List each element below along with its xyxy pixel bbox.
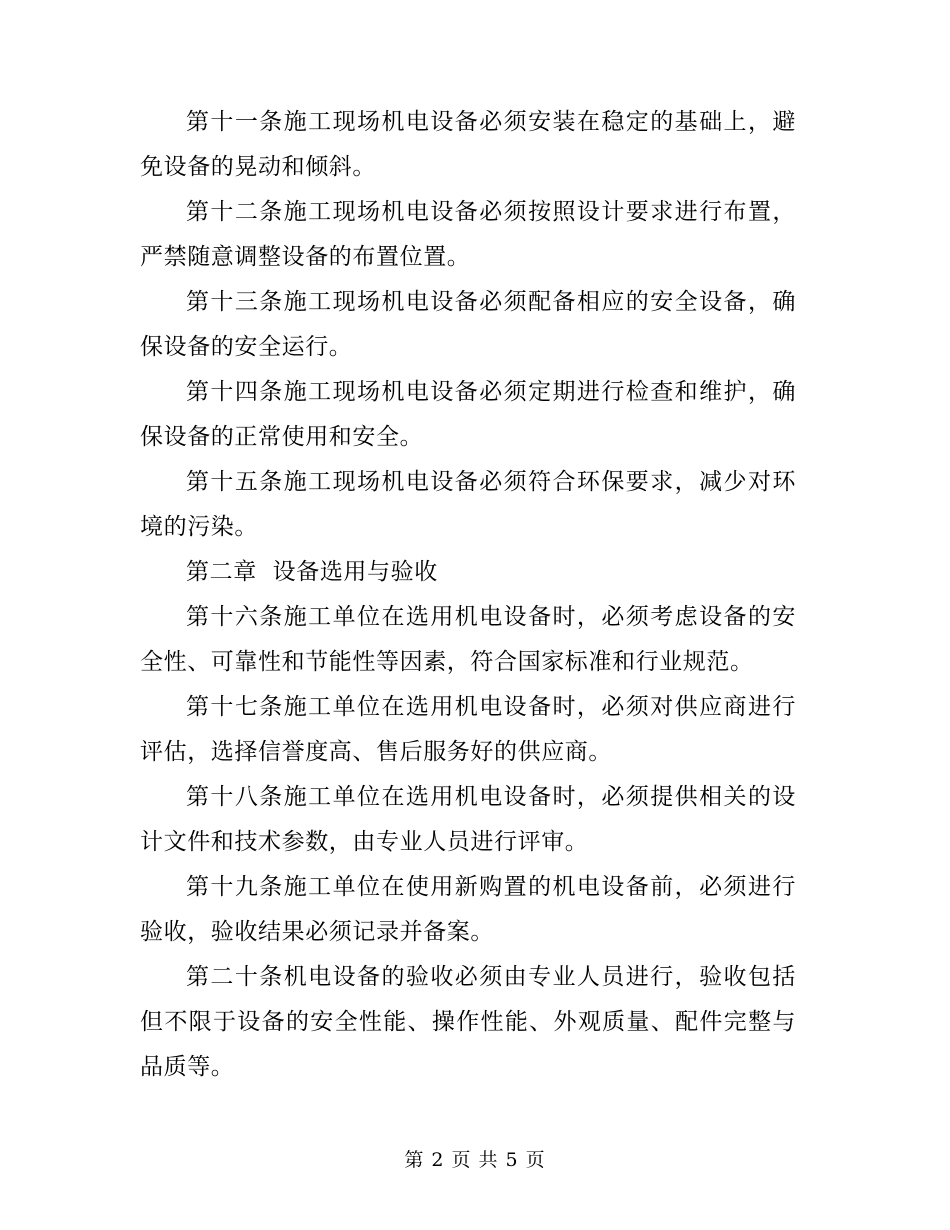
article-16: 第十六条施工单位在选用机电设备时，必须考虑设备的安全性、可靠性和节能性等因素，符合国家标准和行业规范。 xyxy=(140,604,796,675)
article-17: 第十七条施工单位在选用机电设备时，必须对供应商进行评估，选择信誉度高、售后服务好的供应商。 xyxy=(140,694,796,765)
article-19: 第十九条施工单位在使用新购置的机电设备前，必须进行验收，验收结果必须记录并备案。 xyxy=(140,874,796,945)
document-body xyxy=(140,100,796,1090)
article-11: 第十一条施工现场机电设备必须安装在稳定的基础上，避免设备的晃动和倾斜。 xyxy=(140,109,796,180)
article-12: 第十二条施工现场机电设备必须按照设计要求进行布置，严禁随意调整设备的布置位置。 xyxy=(140,199,796,270)
article-18: 第十八条施工单位在选用机电设备时，必须提供相关的设计文件和技术参数，由专业人员进行评审。 xyxy=(140,784,796,855)
chapter-2-heading: 第二章 设备选用与验收 xyxy=(186,559,438,585)
article-20: 第二十条机电设备的验收必须由专业人员进行，验收包括但不限于设备的安全性能、操作性能、外观质量、配件完整与品质等。 xyxy=(140,964,796,1080)
article-14: 第十四条施工现场机电设备必须定期进行检查和维护，确保设备的正常使用和安全。 xyxy=(140,379,796,450)
article-13: 第十三条施工现场机电设备必须配备相应的安全设备，确保设备的安全运行。 xyxy=(140,289,796,360)
article-15: 第十五条施工现场机电设备必须符合环保要求，减少对环境的污染。 xyxy=(140,469,796,540)
page-number-footer: 第 2 页 共 5 页 xyxy=(404,1149,546,1171)
